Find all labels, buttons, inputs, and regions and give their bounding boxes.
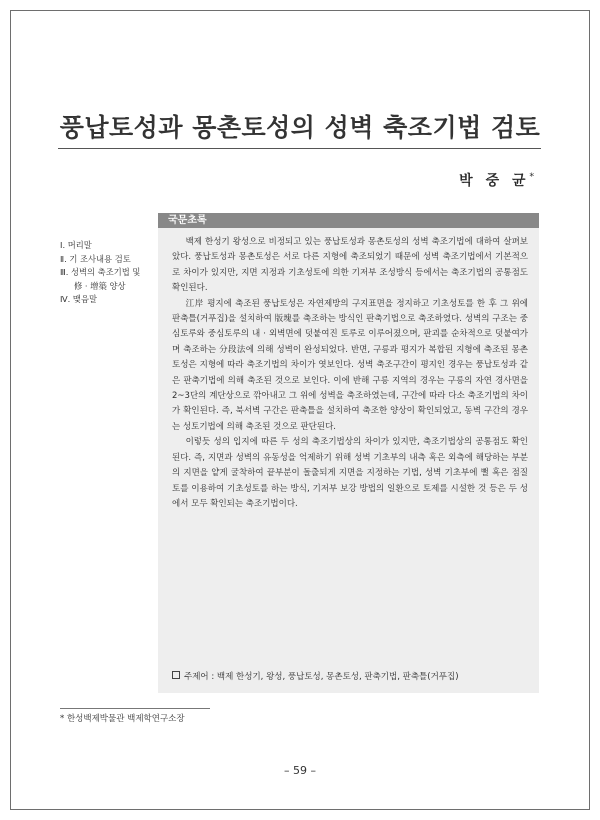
author-footnote-mark: * — [529, 172, 534, 183]
author-text: 박 중 균 — [459, 173, 530, 189]
author-affiliation-footnote: * 한성백제박물관 백제학연구소장 — [60, 714, 185, 724]
abstract-paragraph: 江岸 평지에 축조된 풍납토성은 자연제방의 구지표면을 정지하고 기초성토를 한 후 그 위에 판축틀(거푸집)을 설치하여 版塊를 축조하는 방식인 판축기법으로 축조하였다. 성벽의 구조는 중심토루와 중심토루의 내 · 외벽면에 덧붙여진 토루로 이루어졌으며, 판괴를 순차적으로 덧붙여가며 축조하는 分段法에 의해 성벽이 완성되었다. 반면, 구릉과 평지가 복합된 지형에 축조된 몽촌토성은 지형에 따라 축조기법의 차이가 엿보인다. 성벽 축조구간이 평지인 경우는 풍납토성과 같은 판축기법에 의해 축조된 것으로 보인다. 이에 반해 구릉 지역의 경우는 구릉의 자연 경사면을 2~3단의 계단상으로 깎아내고 그 위에 성벽을 축조하였는데, 구간에 따라 다소 축조기법의 차이가 확인된다. 즉, 북서벽 구간은 판축틀을 설치하여 축조한 양상이 확인되었고, 동벽 구간의 경우는 성토기법에 의해 축조된 것으로 판단된다. — [172, 298, 528, 432]
footnote-divider — [60, 708, 210, 709]
toc-item: 修 · 增築 양상 — [74, 280, 126, 291]
abstract-box — [158, 213, 539, 693]
abstract-heading: 국문초록 — [158, 213, 539, 228]
keywords-line — [172, 670, 532, 682]
abstract-body — [172, 235, 528, 512]
table-of-contents — [60, 239, 160, 307]
paper-title: 풍납토성과 몽촌토성의 성벽 축조기법 검토 — [59, 113, 541, 142]
toc-item: Ⅱ. 기 조사내용 검토 — [60, 253, 131, 264]
toc-item: Ⅰ. 머리말 — [60, 240, 92, 250]
keywords-text: 백제 한성기, 왕성, 풍납토성, 몽촌토성, 판축기법, 판축틀(거푸집) — [216, 672, 459, 682]
keywords-label: 주제어 : — [184, 672, 215, 682]
page-number: – 59 – — [284, 764, 316, 777]
abstract-paragraph: 이렇듯 성의 입지에 따른 두 성의 축조기법상의 차이가 있지만, 축조기법상의 공통점도 확인된다. 즉, 지면과 성벽의 유동성을 억제하기 위해 성벽 기초부의 내측 혹은 외측에 해당하는 부분의 지면을 얕게 굴착하여 끝부분이 돌출되게 지면을 지정하는 기법, 성벽 기초부에 뻘 혹은 점질토를 이용하여 기초성토를 하는 방식, 기저부 보강 방법의 일환으로 토제를 시설한 것 등은 두 성에서 모두 확인되는 축조기법이다. — [172, 437, 528, 509]
title-divider — [58, 148, 541, 149]
author-name — [459, 170, 534, 190]
checkbox-square-icon — [172, 671, 180, 679]
abstract-paragraph: 백제 한성기 왕성으로 비정되고 있는 풍납토성과 몽촌토성의 성벽 축조기법에 대하여 살펴보았다. 풍납토성과 몽촌토성은 서로 다른 지형에 축조되었기 때문에 성벽 축조기법에서 기본적으로 차이가 있지만, 지면 지정과 기초성토에 의한 기저부 조성방식 등에서는 축조기법의 공통점도 확인된다. — [172, 237, 528, 294]
toc-item: Ⅲ. 성벽의 축조기법 및 — [60, 267, 141, 277]
toc-item: Ⅳ. 맺음말 — [60, 294, 97, 304]
